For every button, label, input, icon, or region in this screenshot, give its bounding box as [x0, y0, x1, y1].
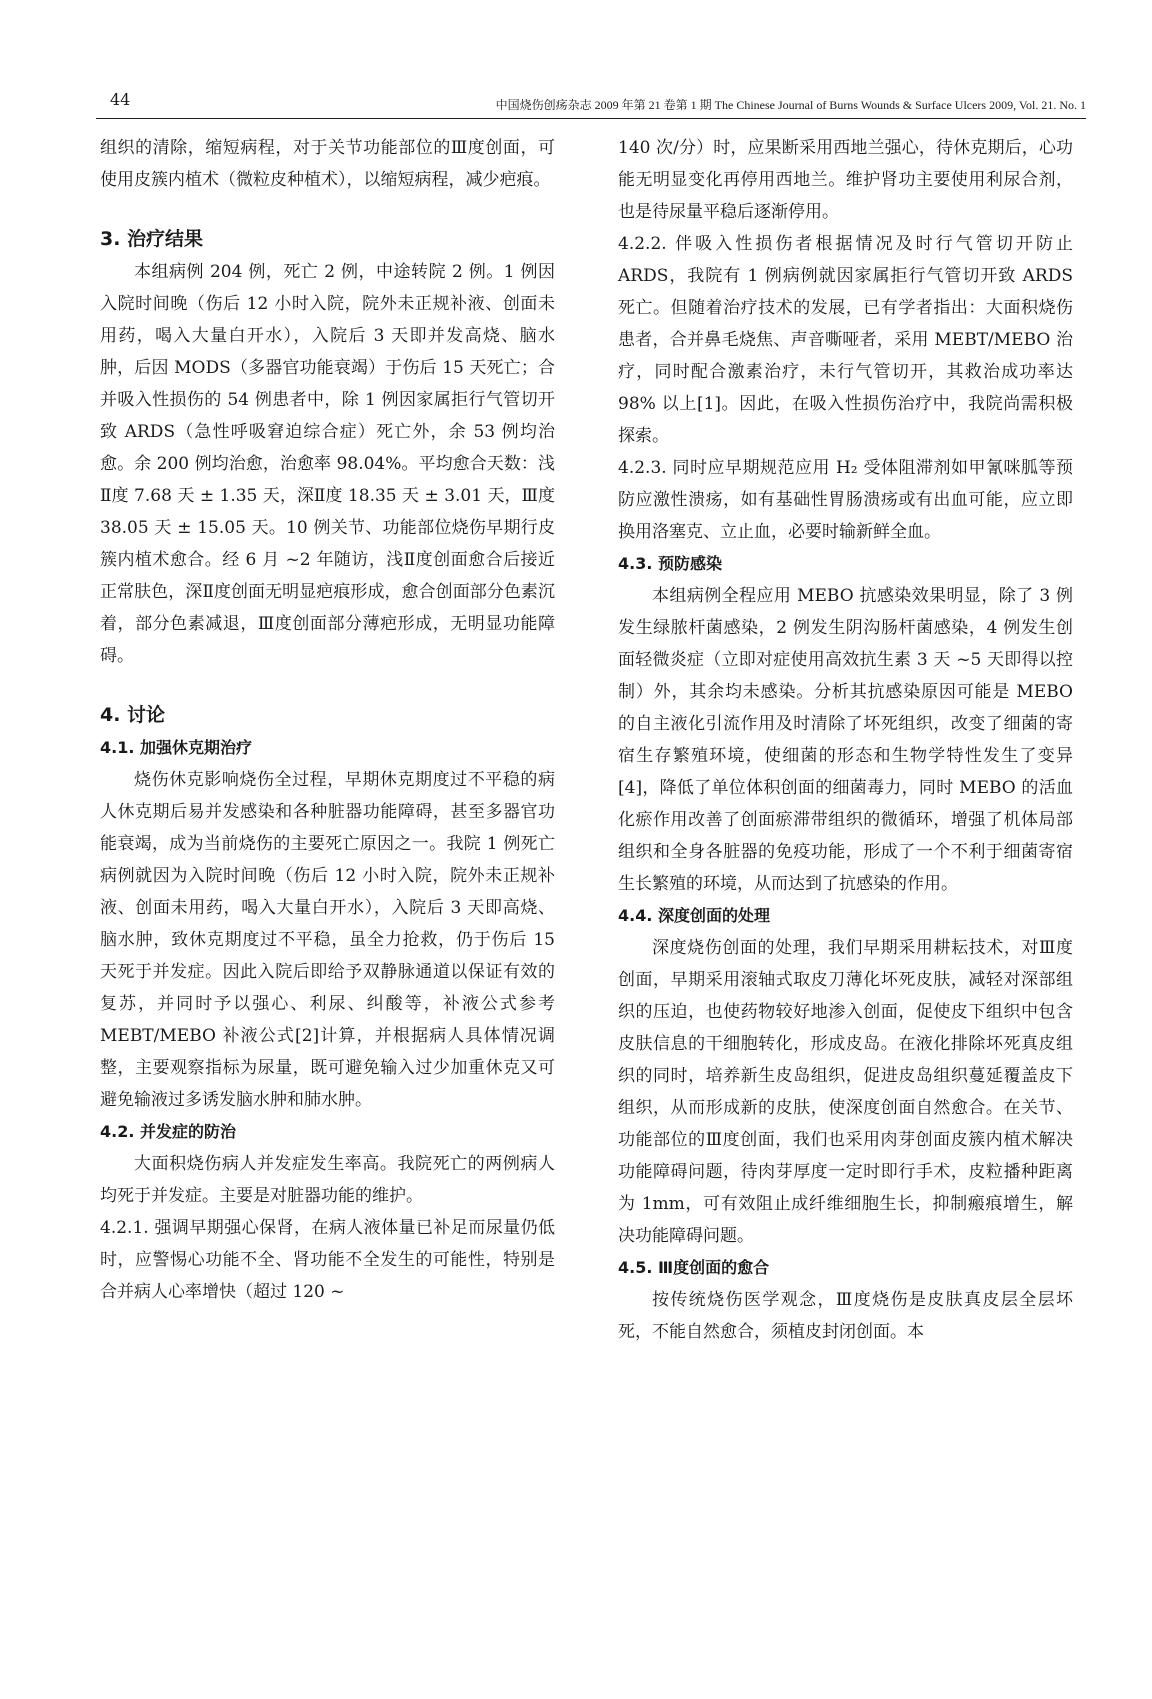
running-title: 中国烧伤创疡杂志 2009 年第 21 卷第 1 期 The Chinese Journal of Burns Wounds & Surface Ulcers 2009, Vol. 21. No. 1 — [495, 98, 1086, 112]
section-4-3-paragraph: 本组病例全程应用 MEBO 抗感染效果明显，除了 3 例发生绿脓杆菌感染，2 例发生阴沟肠杆菌感染，4 例发生创面轻微炎症（立即对症使用高效抗生素 3 天 ~5 天即得以控制）外，其余均未感染。分析其抗感染原因可能是 MEBO 的自主液化引流作用及时清除了坏死组织，改变了细菌的寄宿生存繁殖环境，使细菌的形态和生物学特性发生了变异[4]，降低了单位体积创面的细菌毒力，同时 MEBO 的活血化瘀作用改善了创面瘀滞带组织的微循环，增强了机体局部组织和全身各脏器的免疫功能，形成了一个不利于细菌寄宿生长繁殖的环境，从而达到了抗感染的作用。 — [618, 586, 1073, 894]
section-4-5-heading: 4.5. Ⅲ度创面的愈合 — [618, 1258, 770, 1277]
section-3-paragraph: 本组病例 204 例，死亡 2 例，中途转院 2 例。1 例因入院时间晚（伤后 12 小时入院，院外未正规补液、创面未用药，喝入大量白开水），入院后 3 天即并发高烧、脑水肿，后因 MODS（多器官功能衰竭）于伤后 15 天死亡；合并吸入性损伤的 54 例患者中，除 1 例因家属拒行气管切开致 ARDS（急性呼吸窘迫综合症）死亡外，余 53 例均治愈。余 200 例均治愈，治愈率 98.04%。平均愈合天数：浅Ⅱ度 7.68 天 ± 1.35 天，深Ⅱ度 18.35 天 ± 3.01 天，Ⅲ度 38.05 天 ± 15.05 天。10 例关节、功能部位烧伤早期行皮簇内植术愈合。经 6 月 ~2 年随访，浅Ⅱ度创面愈合后接近正常肤色，深Ⅱ度创面无明显疤痕形成，愈合创面部分色素沉着，部分色素减退，Ⅲ度创面部分薄疤形成，无明显功能障碍。 — [100, 262, 555, 666]
section-4-2-2-paragraph: 4.2.2. 伴吸入性损伤者根据情况及时行气管切开防止 ARDS，我院有 1 例病例就因家属拒行气管切开致 ARDS 死亡。但随着治疗技术的发展，已有学者指出：大面积烧伤患者，合并鼻毛烧焦、声音嘶哑者，采用 MEBT/MEBO 治疗，同时配合激素治疗，未行气管切开，其救治成功率达 98% 以上[1]。因此，在吸入性损伤治疗中，我院尚需积极探索。 — [618, 234, 1073, 446]
page-header — [96, 86, 1086, 119]
section-4-2-paragraph: 大面积烧伤病人并发症发生率高。我院死亡的两例病人均死于并发症。主要是对脏器功能的维护。 — [100, 1154, 555, 1206]
section-4-2-heading: 4.2. 并发症的防治 — [100, 1122, 236, 1141]
section-4-5-paragraph: 按传统烧伤医学观念，Ⅲ度烧伤是皮肤真皮层全层坏死，不能自然愈合，须植皮封闭创面。本 — [618, 1290, 1073, 1342]
page-number: 44 — [110, 90, 131, 109]
left-column — [100, 132, 555, 1308]
section-4-2-1-paragraph: 4.2.1. 强调早期强心保肾，在病人液体量已补足而尿量仍低时，应警惕心功能不全、肾功能不全发生的可能性，特别是合并病人心率增快（超过 120 ~ — [100, 1218, 555, 1302]
section-4-4-paragraph: 深度烧伤创面的处理，我们早期采用耕耘技术，对Ⅲ度创面，早期采用滚轴式取皮刀薄化坏死皮肤，减轻对深部组织的压迫，也使药物较好地渗入创面，促使皮下组织中包含皮肤信息的干细胞转化，形成皮岛。在液化排除坏死真皮组织的同时，培养新生皮岛组织，促进皮岛组织蔓延覆盖皮下组织，从而形成新的皮肤，使深度创面自然愈合。在关节、功能部位的Ⅲ度创面，我们也采用肉芽创面皮簇内植术解决功能障碍问题，待肉芽厚度一定时即行手术，皮粒播种距离为 1mm，可有效阻止成纤维细胞生长，抑制瘢痕增生，解决功能障碍问题。 — [618, 938, 1073, 1246]
section-4-4-heading: 4.4. 深度创面的处理 — [618, 906, 770, 925]
section-4-3-heading: 4.3. 预防感染 — [618, 554, 722, 573]
section-3-heading: 3. 治疗结果 — [100, 228, 204, 250]
section-4-heading: 4. 讨论 — [100, 704, 166, 726]
intro-paragraph: 组织的清除，缩短病程，对于关节功能部位的Ⅲ度创面，可使用皮簇内植术（微粒皮种植术），以缩短病程，减少疤痕。 — [100, 138, 555, 190]
section-4-1-heading: 4.1. 加强休克期治疗 — [100, 738, 252, 757]
section-4-1-paragraph: 烧伤休克影响烧伤全过程，早期休克期度过不平稳的病人休克期后易并发感染和各种脏器功能障碍，甚至多器官功能衰竭，成为当前烧伤的主要死亡原因之一。我院 1 例死亡病例就因为入院时间晚（伤后 12 小时入院，院外未正规补液、创面未用药，喝入大量白开水），入院后 3 天即高烧、脑水肿，致休克期度过不平稳，虽全力抢救，仍于伤后 15 天死于并发症。因此入院后即给予双静脉通道以保证有效的复苏，并同时予以强心、利尿、纠酸等，补液公式参考 MEBT/MEBO 补液公式[2]计算，并根据病人具体情况调整，主要观察指标为尿量，既可避免输入过少加重休克又可避免输液过多诱发脑水肿和肺水肿。 — [100, 770, 555, 1110]
section-4-2-3-paragraph: 4.2.3. 同时应早期规范应用 H₂ 受体阻滞剂如甲氰咪胍等预防应激性溃疡，如有基础性胃肠溃疡或有出血可能，应立即换用洛塞克、立止血，必要时输新鲜全血。 — [618, 458, 1073, 542]
continued-paragraph: 140 次/分）时，应果断采用西地兰强心，待休克期后，心功能无明显变化再停用西地兰。维护肾功主要使用利尿合剂，也是待尿量平稳后逐渐停用。 — [618, 138, 1073, 222]
right-column — [618, 132, 1073, 1348]
